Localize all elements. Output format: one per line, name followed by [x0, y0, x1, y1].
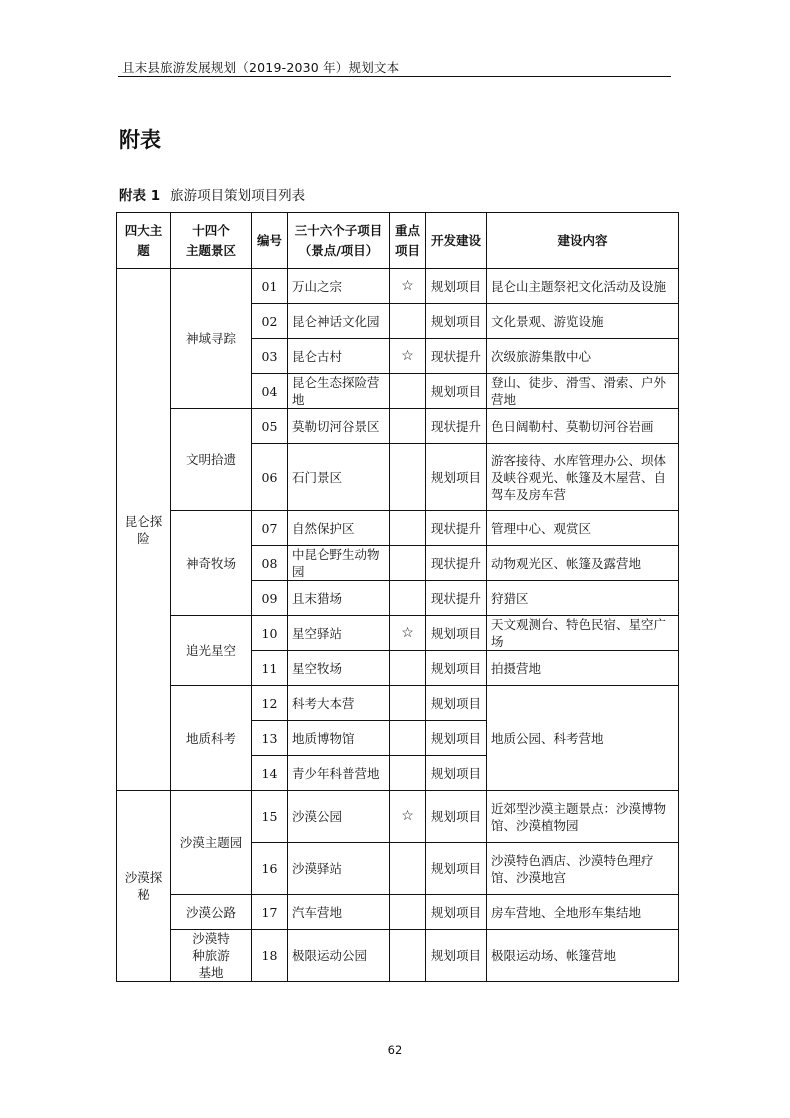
row-dev: 规划项目: [426, 444, 487, 511]
key-star: [390, 686, 426, 721]
table-row: [117, 269, 679, 304]
row-number: 03: [252, 339, 288, 374]
table-row: [117, 791, 679, 843]
col-header-subproject-line1: 三十六个子项目: [294, 222, 383, 238]
col-header-zone: [171, 213, 252, 269]
zone-cell: 沙漠主题园: [171, 791, 252, 895]
key-star: [390, 581, 426, 616]
row-number: 11: [252, 651, 288, 686]
row-dev: 现状提升: [426, 581, 487, 616]
col-header-key-line2: 项目: [394, 242, 420, 258]
zone-cell: 神奇牧场: [171, 511, 252, 616]
row-number: 09: [252, 581, 288, 616]
row-dev: 规划项目: [426, 721, 487, 756]
key-star: [390, 546, 426, 581]
key-star: [390, 843, 426, 895]
zone-cell: 追光星空: [171, 616, 252, 686]
table-row: [117, 895, 679, 930]
col-header-dev: 开发建设: [426, 213, 487, 269]
row-name: 中昆仑野生动物园: [288, 546, 390, 581]
key-star: [390, 374, 426, 409]
row-name: 青少年科普营地: [288, 756, 390, 791]
key-star: [390, 721, 426, 756]
table-caption: [119, 184, 305, 204]
col-header-key-line1: 重点: [394, 222, 420, 238]
row-content: 天文观测台、特色民宿、星空广场: [487, 616, 679, 651]
row-content: 地质公园、科考营地: [487, 686, 679, 791]
col-header-zone-line2: 主题景区: [185, 242, 236, 258]
key-star: [390, 930, 426, 982]
row-dev: 规划项目: [426, 269, 487, 304]
row-number: 13: [252, 721, 288, 756]
row-number: 06: [252, 444, 288, 511]
row-number: 14: [252, 756, 288, 791]
row-name: 昆仑神话文化园: [288, 304, 390, 339]
row-content: 房车营地、全地形车集结地: [487, 895, 679, 930]
row-number: 01: [252, 269, 288, 304]
col-header-subproject-line2: （景点/项目）: [298, 242, 379, 258]
key-star: [390, 756, 426, 791]
key-star: ☆: [390, 269, 426, 304]
row-number: 08: [252, 546, 288, 581]
row-dev: 规划项目: [426, 374, 487, 409]
row-name: 自然保护区: [288, 511, 390, 546]
row-name: 万山之宗: [288, 269, 390, 304]
page-number: 62: [387, 1043, 403, 1057]
row-dev: 规划项目: [426, 616, 487, 651]
table-row: [117, 616, 679, 651]
row-content: 昆仑山主题祭祀文化活动及设施: [487, 269, 679, 304]
key-star: [390, 444, 426, 511]
row-number: 12: [252, 686, 288, 721]
row-name: 科考大本营: [288, 686, 390, 721]
row-number: 04: [252, 374, 288, 409]
row-dev: 规划项目: [426, 930, 487, 982]
row-content: 狩猎区: [487, 581, 679, 616]
theme-cell: 沙漠探秘: [117, 791, 171, 982]
row-dev: 现状提升: [426, 511, 487, 546]
zone-cell: 沙漠公路: [171, 895, 252, 930]
col-header-key: [390, 213, 426, 269]
row-name: 昆仑古村: [288, 339, 390, 374]
col-header-theme: 四大主题: [117, 213, 171, 269]
row-dev: 现状提升: [426, 409, 487, 444]
row-number: 17: [252, 895, 288, 930]
col-header-zone-line1: 十四个: [192, 222, 230, 238]
row-name: 莫勒切河谷景区: [288, 409, 390, 444]
row-dev: 现状提升: [426, 546, 487, 581]
table-header-row: [117, 213, 679, 269]
row-content: 管理中心、观赏区: [487, 511, 679, 546]
key-star: [390, 409, 426, 444]
row-number: 15: [252, 791, 288, 843]
theme-cell: 昆仑探险: [117, 269, 171, 791]
row-name: 极限运动公园: [288, 930, 390, 982]
project-table: [116, 212, 679, 982]
row-name: 星空牧场: [288, 651, 390, 686]
row-number: 05: [252, 409, 288, 444]
zone-cell: 文明拾遗: [171, 409, 252, 511]
row-content: 拍摄营地: [487, 651, 679, 686]
key-star: ☆: [390, 616, 426, 651]
zone-cell: 地质科考: [171, 686, 252, 791]
row-dev: 现状提升: [426, 339, 487, 374]
row-content: 动物观光区、帐篷及露营地: [487, 546, 679, 581]
col-header-content: 建设内容: [487, 213, 679, 269]
row-content: 极限运动场、帐篷营地: [487, 930, 679, 982]
row-name: 沙漠驿站: [288, 843, 390, 895]
row-content: 文化景观、游览设施: [487, 304, 679, 339]
row-name: 地质博物馆: [288, 721, 390, 756]
row-content: 色日阔勒村、莫勒切河谷岩画: [487, 409, 679, 444]
row-content: 次级旅游集散中心: [487, 339, 679, 374]
key-star: [390, 651, 426, 686]
header-rule: [118, 76, 671, 77]
key-star: [390, 895, 426, 930]
row-name: 昆仑生态探险营地: [288, 374, 390, 409]
key-star: [390, 304, 426, 339]
row-dev: 规划项目: [426, 791, 487, 843]
row-name: 沙漠公园: [288, 791, 390, 843]
row-number: 18: [252, 930, 288, 982]
row-content: 登山、徒步、滑雪、滑索、户外营地: [487, 374, 679, 409]
row-content: 近郊型沙漠主题景点：沙漠博物馆、沙漠植物园: [487, 791, 679, 843]
row-dev: 规划项目: [426, 843, 487, 895]
col-header-number: 编号: [252, 213, 288, 269]
key-star: [390, 511, 426, 546]
running-header: 且末县旅游发展规划（2019-2030 年）规划文本: [122, 60, 400, 75]
caption-label: 附表 1: [119, 188, 161, 204]
row-number: 02: [252, 304, 288, 339]
row-name: 汽车营地: [288, 895, 390, 930]
row-name: 石门景区: [288, 444, 390, 511]
caption-text: 旅游项目策划项目列表: [170, 188, 306, 204]
zone-cell: 神域寻踪: [171, 269, 252, 409]
table-row: [117, 409, 679, 444]
key-star: ☆: [390, 791, 426, 843]
table-row: [117, 511, 679, 546]
zone-cell: 沙漠特种旅游基地: [171, 930, 252, 982]
row-dev: 规划项目: [426, 895, 487, 930]
row-number: 10: [252, 616, 288, 651]
section-title: 附表: [119, 128, 161, 152]
key-star: ☆: [390, 339, 426, 374]
row-number: 07: [252, 511, 288, 546]
row-content: 游客接待、水库管理办公、坝体及峡谷观光、帐篷及木屋营、自驾车及房车营: [487, 444, 679, 511]
table-row: [117, 930, 679, 982]
row-number: 16: [252, 843, 288, 895]
row-dev: 规划项目: [426, 651, 487, 686]
row-name: 星空驿站: [288, 616, 390, 651]
row-dev: 规划项目: [426, 686, 487, 721]
row-dev: 规划项目: [426, 304, 487, 339]
row-content: 沙漠特色酒店、沙漠特色理疗馆、沙漠地宫: [487, 843, 679, 895]
row-dev: 规划项目: [426, 756, 487, 791]
table-row: [117, 686, 679, 721]
col-header-subproject: [288, 213, 390, 269]
row-name: 且末猎场: [288, 581, 390, 616]
